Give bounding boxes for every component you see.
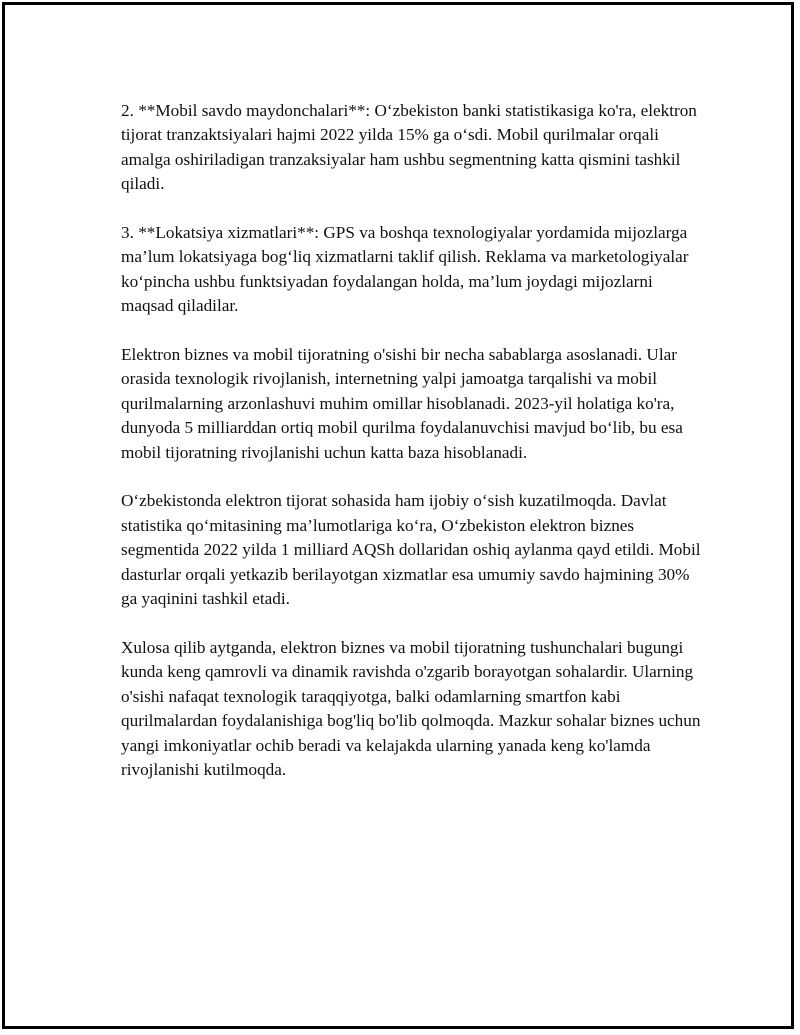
paragraph-location-services: 3. **Lokatsiya xizmatlari**: GPS va boshqa texnologiyalar yordamida mijozlarga ma’lum lokatsiyaga bog‘liq xizmatlarni taklif qilish. Reklama va marketologiyalar ko‘pincha ushbu funktsiyadan foydalangan holda, ma’lum joydagi mijozlarni maqsad qiladilar.: [121, 223, 689, 316]
paragraph-growth-reasons: Elektron biznes va mobil tijoratning o'sishi bir necha sabablarga asoslanadi. Ular orasida texnologik rivojlanish, internetning yalpi jamoatga tarqalishi va mobil qurilmalarning arzonlashuvi muhim omillar hisoblanadi. 2023-yil holatiga ko'ra, dunyoda 5 milliarddan ortiq mobil qurilma foydalanuvchisi mavjud bo‘lib, bu esa mobil tijoratning rivojlanishi uchun katta baza hisoblanadi.: [121, 345, 683, 462]
paragraph-mobile-commerce: 2. **Mobil savdo maydonchalari**: O‘zbekiston banki statistikasiga ko'ra, elektron tijorat tranzaktsiyalari hajmi 2022 yilda 15% ga o‘sdi. Mobil qurilmalar orqali amalga oshiriladigan tranzaksiyalar ham ushbu segmentning katta qismini tashkil qiladi.: [121, 101, 697, 194]
page-frame: [2, 2, 794, 1029]
paragraph-uzbekistan-ecommerce: O‘zbekistonda elektron tijorat sohasida ham ijobiy o‘sish kuzatilmoqda. Davlat statistika qo‘mitasining ma’lumotlariga ko‘ra, O‘zbekiston elektron biznes segmentida 2022 yilda 1 milliard AQSh dollaridan oshiq aylanma qayd etildi. Mobil dasturlar orqali yetkazib berilayotgan xizmatlar esa umumiy savdo hajmining 30% ga yaqinini tashkil etadi.: [121, 491, 701, 609]
paragraph-conclusion: Xulosa qilib aytganda, elektron biznes va mobil tijoratning tushunchalari bugungi kunda keng qamrovli va dinamik ravishda o'zgarib borayotgan sohalardir. Ularning o'sishi nafaqat texnologik taraqqiyotga, balki odamlarning smartfon kabi qurilmalardan foydalanishiga bog'liq bo'lib qolmoqda. Mazkur sohalar biznes uchun yangi imkoniyatlar ochib beradi va kelajakda ularning yanada keng ko'lamda rivojlanishi kutilmoqda.: [121, 637, 701, 779]
document-body: [121, 99, 701, 807]
